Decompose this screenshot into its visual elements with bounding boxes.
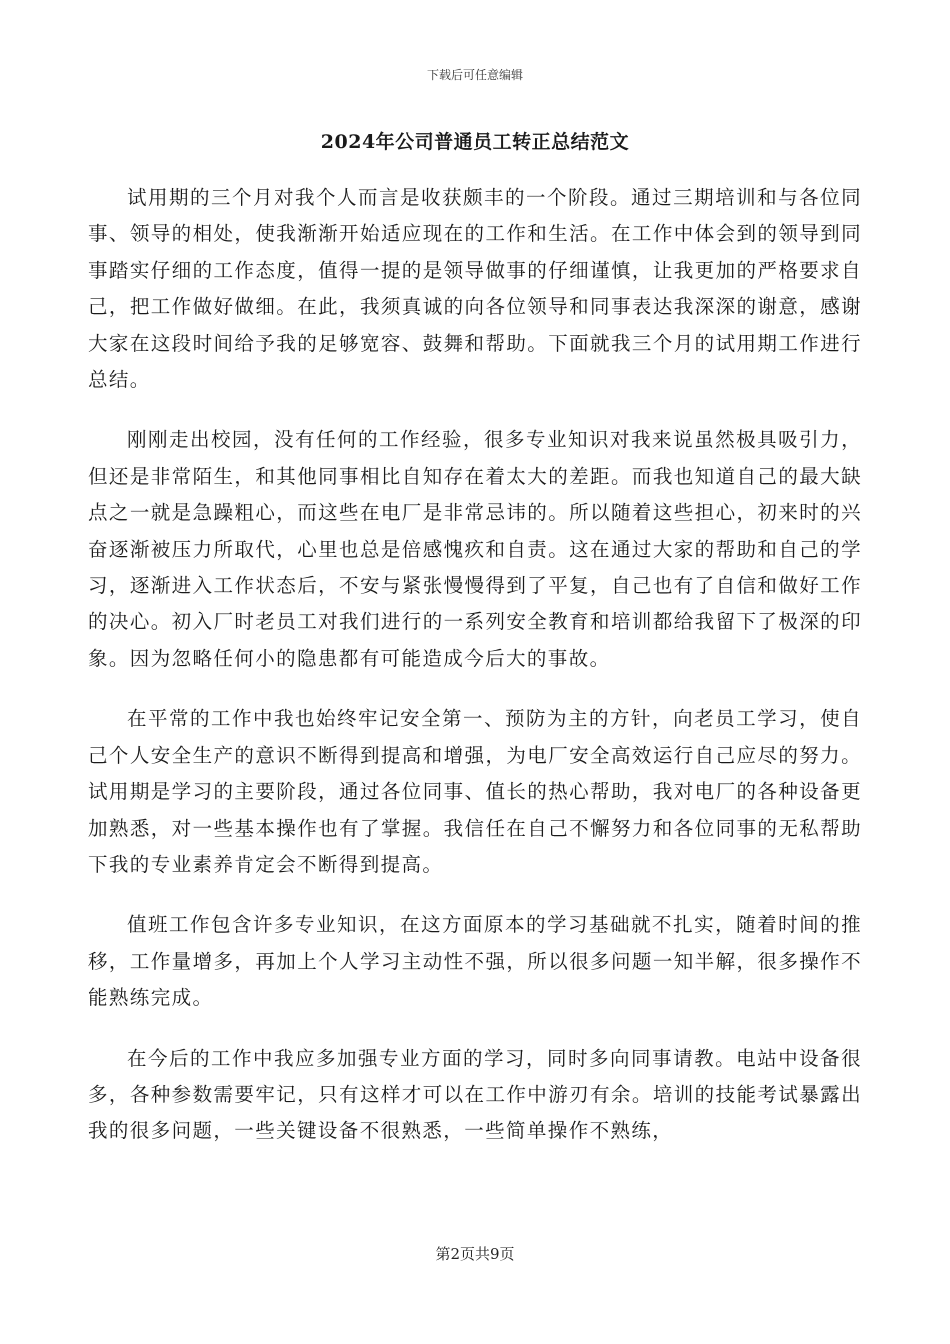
paragraph-5: 在今后的工作中我应多加强专业方面的学习，同时多向同事请教。电站中设备很多，各种参数需要牢记，只有这样才可以在工作中游刃有余。培训的技能考试暴露出我的很多问题，一些关键设备不很熟悉，一些简单操作不熟练，	[88, 1046, 862, 1143]
document-title: 2024年公司普通员工转正总结范文	[320, 131, 630, 153]
document-body	[88, 180, 862, 1174]
paragraph-1: 试用期的三个月对我个人而言是收获颇丰的一个阶段。通过三期培训和与各位同事、领导的相处，使我渐渐开始适应现在的工作和生活。在工作中体会到的领导到同事踏实仔细的工作态度，值得一提的是领导做事的仔细谨慎，让我更加的严格要求自己，把工作做好做细。在此，我须真诚的向各位领导和同事表达我深深的谢意，感谢大家在这段时间给予我的足够宽容、鼓舞和帮助。下面就我三个月的试用期工作进行总结。	[88, 186, 862, 392]
paragraph-2: 刚刚走出校园，没有任何的工作经验，很多专业知识对我来说虽然极具吸引力，但还是非常陌生，和其他同事相比自知存在着太大的差距。而我也知道自己的最大缺点之一就是急躁粗心，而这些在电厂是非常忌讳的。所以随着这些担心，初来时的兴奋逐渐被压力所取代，心里也总是倍感愧疚和自责。这在通过大家的帮助和自己的学习，逐渐进入工作状态后，不安与紧张慢慢得到了平复，自己也有了自信和做好工作的决心。初入厂时老员工对我们进行的一系列安全教育和培训都给我留下了极深的印象。因为忽略任何小的隐患都有可能造成今后大的事故。	[88, 428, 862, 670]
page-number: 第2页共9页	[435, 1245, 515, 1263]
paragraph-4: 值班工作包含许多专业知识，在这方面原本的学习基础就不扎实，随着时间的推移，工作量增多，再加上个人学习主动性不强，所以很多问题一知半解，很多操作不能熟练完成。	[88, 913, 862, 1010]
header-note: 下载后可任意编辑	[426, 68, 523, 82]
paragraph-3: 在平常的工作中我也始终牢记安全第一、预防为主的方针，向老员工学习，使自己个人安全生产的意识不断得到提高和增强，为电厂安全高效运行自己应尽的努力。试用期是学习的主要阶段，通过各位同事、值长的热心帮助，我对电厂的各种设备更加熟悉，对一些基本操作也有了掌握。我信任在自己不懈努力和各位同事的无私帮助下我的专业素养肯定会不断得到提高。	[88, 707, 862, 876]
